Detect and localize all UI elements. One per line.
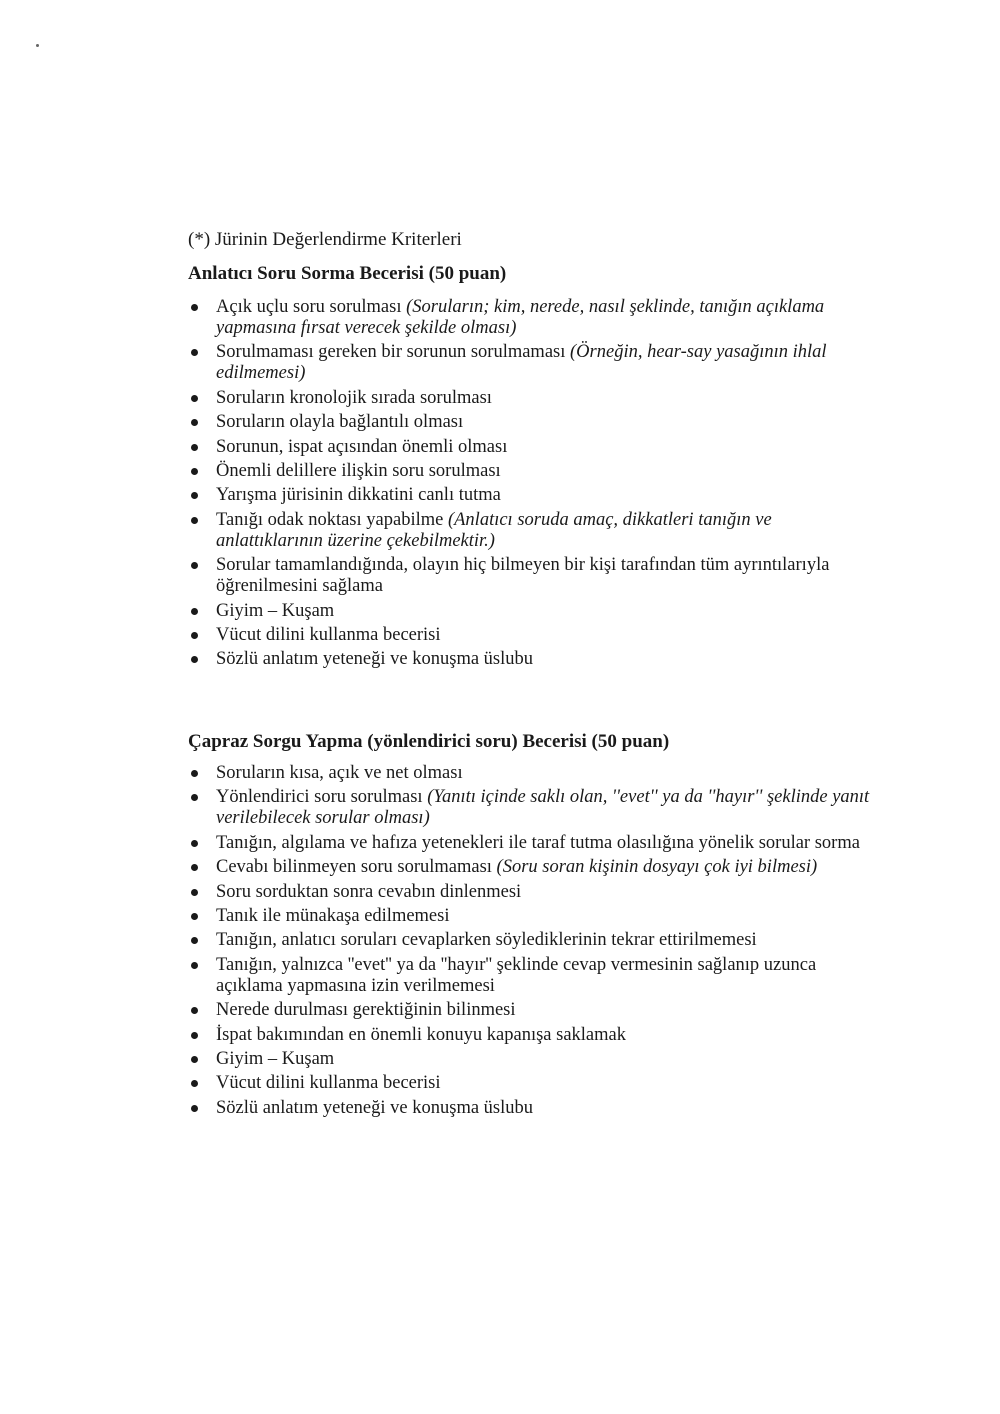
criteria-text: İspat bakımından en önemli konuyu kapanışa saklamak [216,1024,626,1045]
section-heading-cross-examination: Çapraz Sorgu Yapma (yönlendirici soru) Becerisi (50 puan) [188,731,670,752]
criteria-text: Soru sorduktan sonra cevabın dinlenmesi [216,881,522,902]
bullet-icon [191,304,198,311]
bullet-icon [191,1056,198,1063]
criteria-item [188,555,878,597]
criteria-text: Vücut dilini kullanma becerisi [216,1073,441,1094]
criteria-text: Yarışma jürisinin dikkatini canlı tutma [216,485,501,506]
criteria-item [188,906,878,927]
criteria-text: Soruların olayla bağlantılı olması [216,412,464,433]
bullet-icon [191,889,198,896]
bullet-icon [191,656,198,663]
criteria-text: Tanığın, algılama ve hafıza yetenekleri ile taraf tutma olasılığına yönelik sorular sorma [216,832,860,853]
bullet-icon [191,962,198,969]
criteria-item [188,1098,878,1119]
criteria-text: Sorular tamamlandığında, olayın hiç bilmeyen bir kişi tarafından tüm ayrıntılarıyla öğrenilmesini sağlama [216,555,830,597]
criteria-text: Önemli delillere ilişkin soru sorulması [216,460,501,481]
criteria-item [188,763,878,784]
criteria-text: Nerede durulması gerektiğinin bilinmesi [216,1000,516,1021]
bullet-icon [191,419,198,426]
criteria-item [188,625,878,646]
scan-speck [36,44,39,47]
criteria-item [188,955,878,997]
bullet-icon [191,1105,198,1112]
criteria-item [188,1073,878,1094]
criteria-note: (Soruların; kim, nerede, nasıl şeklinde, tanığın açıklama yapmasına fırsat verecek şekilde olması) [216,297,825,338]
criteria-text: Giyim – Kuşam [216,600,335,621]
criteria-note: (Soru soran kişinin dosyayı çok iyi bilmesi) [496,857,818,878]
bullet-icon [191,1007,198,1014]
section-heading-direct-examination: Anlatıcı Soru Sorma Becerisi (50 puan) [188,263,507,284]
bullet-icon [191,794,198,801]
criteria-text: Giyim – Kuşam [216,1048,335,1069]
criteria-text: Sözlü anlatım yeteneği ve konuşma üslubu [216,649,534,670]
bullet-icon [191,840,198,847]
criteria-list-direct-examination [188,297,878,674]
criteria-item [188,1049,878,1070]
criteria-item [188,485,878,506]
criteria-item [188,1025,878,1046]
criteria-text: Soruların kronolojik sırada sorulması [216,387,492,408]
bullet-icon [191,517,198,524]
bullet-icon [191,937,198,944]
bullet-icon [191,770,198,777]
bullet-icon [191,913,198,920]
criteria-item [188,412,878,433]
bullet-icon [191,1032,198,1039]
criteria-item [188,342,878,384]
criteria-text: Sorunun, ispat açısından önemli olması [216,436,508,457]
criteria-note: (Anlatıcı soruda amaç, dikkatleri tanığın ve anlattıklarının üzerine çekebilmektir.) [216,509,772,551]
bullet-icon [191,395,198,402]
bullet-icon [191,468,198,475]
bullet-icon [191,608,198,615]
criteria-text: Tanık ile münakaşa edilmemesi [216,905,450,926]
bullet-icon [191,562,198,569]
criteria-text: Tanığın, yalnızca ''evet'' ya da ''hayır'' şeklinde cevap vermesinin sağlanıp uzunca açıklama yapmasına izin verilmemesi [216,954,817,996]
criteria-text: Soruların kısa, açık ve net olması [216,763,463,783]
criteria-item [188,297,878,339]
criteria-text: Tanığın, anlatıcı soruları cevaplarken söylediklerinin tekrar ettirilmemesi [216,930,757,951]
criteria-text: Sözlü anlatım yeteneği ve konuşma üslubu [216,1097,534,1118]
criteria-item [188,461,878,482]
criteria-list-cross-examination [188,763,878,1122]
criteria-item [188,1000,878,1021]
criteria-note: (Yanıtı içinde saklı olan, ''evet'' ya da ''hayır'' şeklinde yanıt verilebilecek sorular olması) [216,787,870,829]
criteria-text: Açık uçlu soru sorulması [216,297,407,317]
criteria-item [188,833,878,854]
criteria-item [188,437,878,458]
criteria-note: (Örneğin, hear-say yasağının ihlal edilmemesi) [216,342,827,384]
criteria-text: Vücut dilini kullanma becerisi [216,624,441,645]
criteria-text: Cevabı bilinmeyen soru sorulmaması [216,857,497,878]
bullet-icon [191,1080,198,1087]
criteria-item [188,601,878,622]
criteria-text: Yönlendirici soru sorulması [216,787,428,808]
document-title: (*) Jürinin Değerlendirme Kriterleri [188,229,462,250]
bullet-icon [191,444,198,451]
bullet-icon [191,632,198,639]
criteria-item [188,930,878,951]
bullet-icon [191,349,198,356]
criteria-item [188,787,878,829]
bullet-icon [191,864,198,871]
criteria-item [188,388,878,409]
criteria-text: Tanığı odak noktası yapabilme [216,509,448,530]
criteria-item [188,882,878,903]
criteria-item [188,649,878,670]
bullet-icon [191,492,198,499]
criteria-item [188,857,878,878]
criteria-item [188,510,878,552]
criteria-text: Sorulmaması gereken bir sorunun sorulmaması [216,342,571,363]
